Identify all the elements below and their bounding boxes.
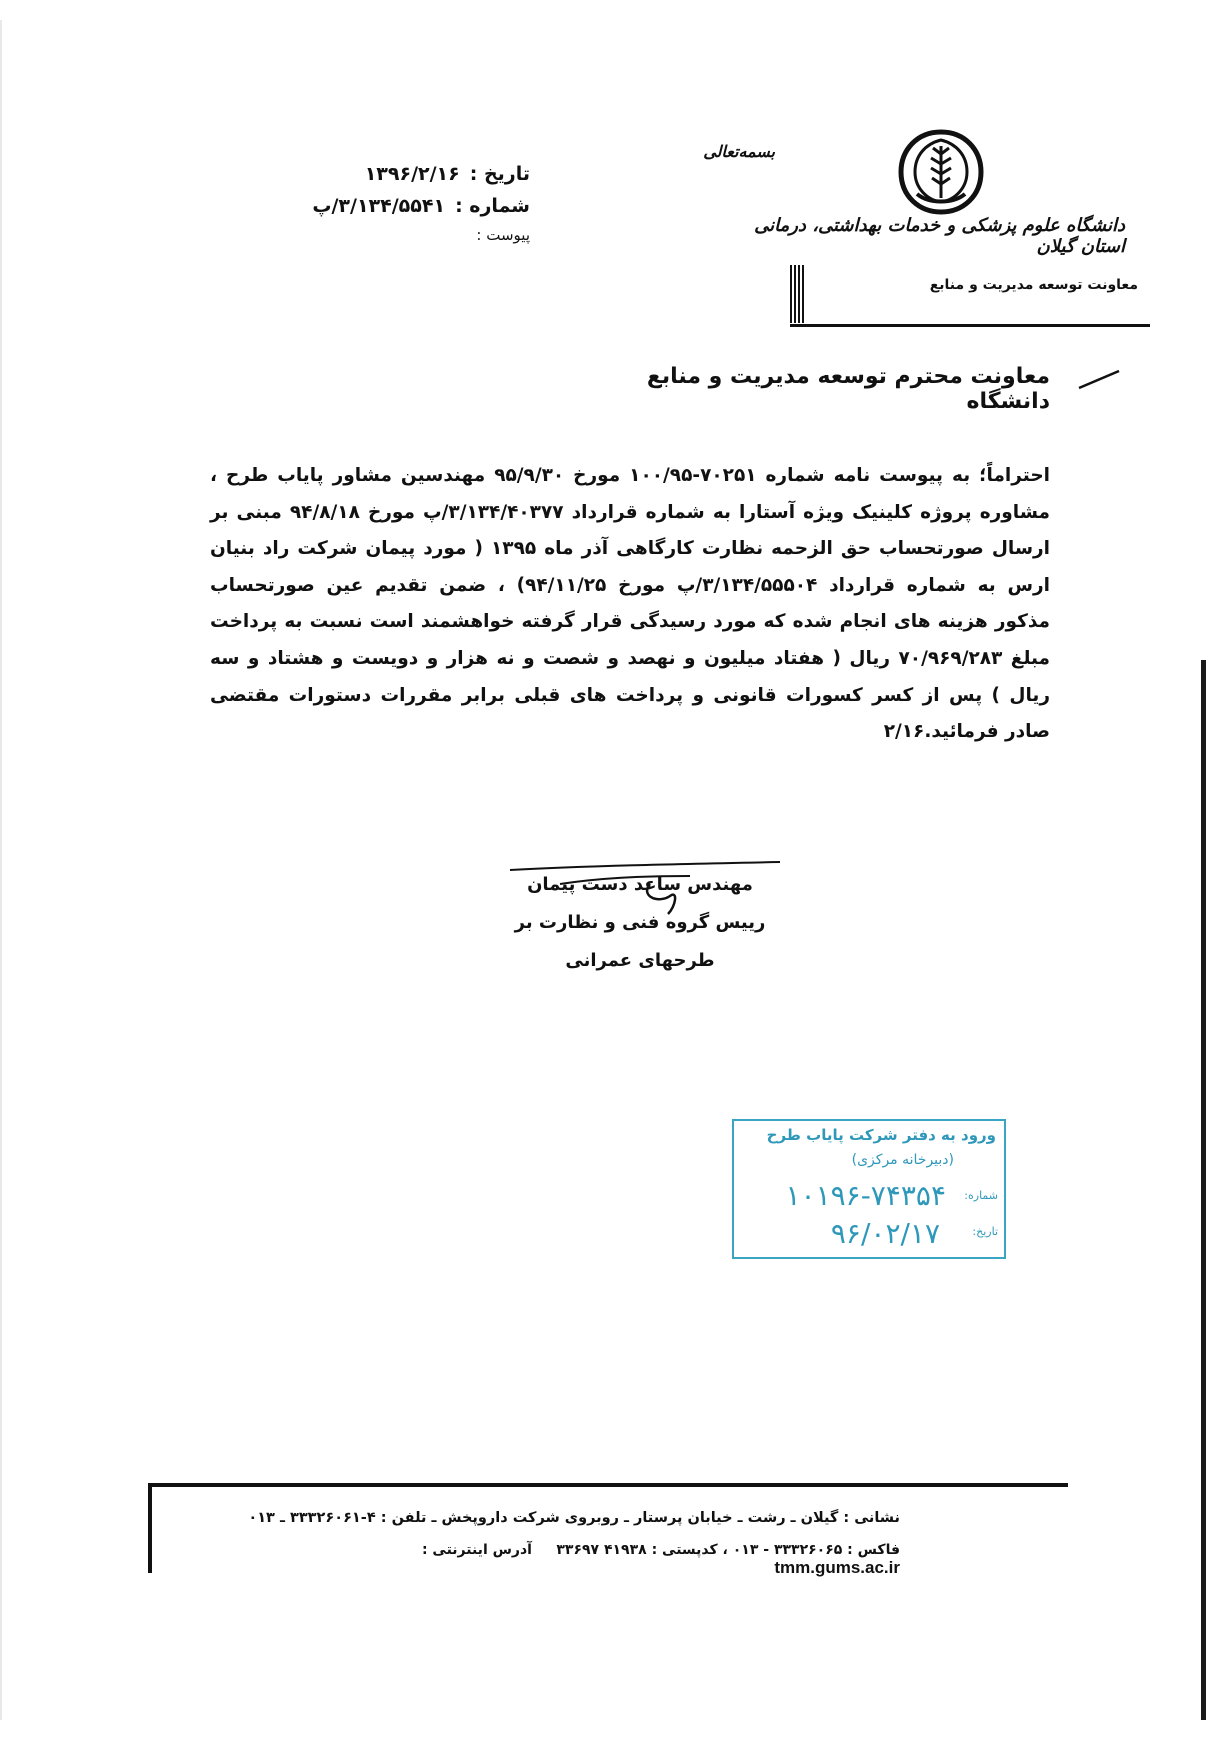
header-bars-decoration	[790, 265, 804, 323]
footer-address: نشانی : گیلان ـ رشت ـ خیابان پرستار ـ روبروی شرکت داروپخش ـ تلفن : ۴-۳۳۳۲۶۰۶۱ ـ ۰۱۳	[248, 1510, 900, 1526]
department-name: معاونت توسعه مدیریت و منابع	[929, 277, 1138, 293]
header-divider	[790, 324, 1150, 327]
basmala: بسمه‌تعالی	[703, 142, 775, 161]
letter-meta	[300, 158, 530, 248]
body-paragraph: احتراماً؛ به پیوست نامه شماره ۷۰۲۵۱-۱۰۰/۹۵ مورخ ۹۵/۹/۳۰ مهندسین مشاور پایاب طرح ، مشاوره پروژه کلینیک ویژه آستارا به شماره قرارداد ۳/۱۳۴/۴۰۳۷۷/پ مورخ ۹۴/۸/۱۸ مبنی بر ارسال صورتحساب حق الزحمه نظارت کارگاهی آذر ماه ۱۳۹۵ ( مورد پیمان شرکت راد بنیان ارس به شماره قرارداد ۳/۱۳۴/۵۵۵۰۴/پ مورخ ۹۴/۱۱/۲۵) ، ضمن تقدیم عین صورتحساب مذکور هزینه های انجام شده که مورد رسیدگی قرار گرفته خواهشمند است نسبت به پرداخت مبلغ ۷۰/۹۶۹/۲۸۳ ریال ( هفتاد میلیون و نهصد و شصت و نه هزار و دویست و هشتاد و سه ریال ) پس از کسر کسورات قانونی و پرداخت های قبلی برابر مقررات دستورات مقتضی صادر فرمائید.۲/۱۶	[210, 465, 1051, 743]
stamp-subtitle: (دبیرخانه مرکزی)	[851, 1152, 954, 1168]
footer-top-rule	[148, 1483, 1068, 1487]
signatory-title-line2: طرحهای عمرانی	[565, 950, 715, 971]
footer-fax-postal: فاکس : ۳۳۳۲۶۰۶۵ - ۰۱۳ ، کدپستی : ۴۱۹۳۸ ۳۳۶۹۷	[556, 1542, 900, 1558]
attachment-row	[300, 223, 530, 249]
letter-body	[210, 458, 1050, 751]
number-value: ۳/۱۳۴/۵۵۴۱/پ	[312, 195, 446, 218]
department-header	[790, 265, 1150, 327]
stamp-date-label: تاریخ:	[972, 1225, 998, 1238]
date-row	[300, 158, 530, 190]
scan-edge-line	[1201, 660, 1206, 1720]
addressee: معاونت محترم توسعه مدیریت و منابع دانشگاه	[646, 364, 1050, 414]
receipt-stamp	[732, 1119, 1006, 1259]
wheat-emblem-icon	[895, 126, 987, 218]
stamp-number-value: ۱۰۱۹۶-۷۴۳۵۴	[785, 1179, 946, 1212]
stamp-number-label: شماره:	[964, 1189, 998, 1202]
date-value: ۱۳۹۶/۲/۱۶	[364, 163, 460, 185]
signature-block	[480, 866, 800, 980]
signatory-name: مهندس ساعد دست پیمان	[527, 874, 753, 895]
university-name: دانشگاه علوم پزشکی و خدمات بهداشتی، درمانی استان گیلان	[754, 215, 1125, 257]
number-row	[300, 190, 530, 222]
footer-web-label: آدرس اینترنتی :	[421, 1542, 532, 1558]
footer-website-link[interactable]: tmm.gums.ac.ir	[774, 1558, 900, 1577]
stamp-date-value: ۹۶/۰۲/۱۷	[830, 1217, 940, 1250]
attachment-label: پیوست :	[476, 225, 530, 244]
footer-left-rule	[148, 1483, 152, 1573]
number-label: شماره :	[455, 195, 530, 218]
handwritten-slash-mark	[1075, 368, 1123, 390]
signatory-title: رییس گروه فنی و نظارت بر	[514, 912, 766, 933]
scan-edge-line	[0, 20, 2, 1720]
stamp-title: ورود به دفتر شرکت پایاب طرح	[766, 1126, 996, 1144]
date-label: تاریخ :	[469, 163, 530, 185]
footer-contact	[330, 1542, 900, 1578]
